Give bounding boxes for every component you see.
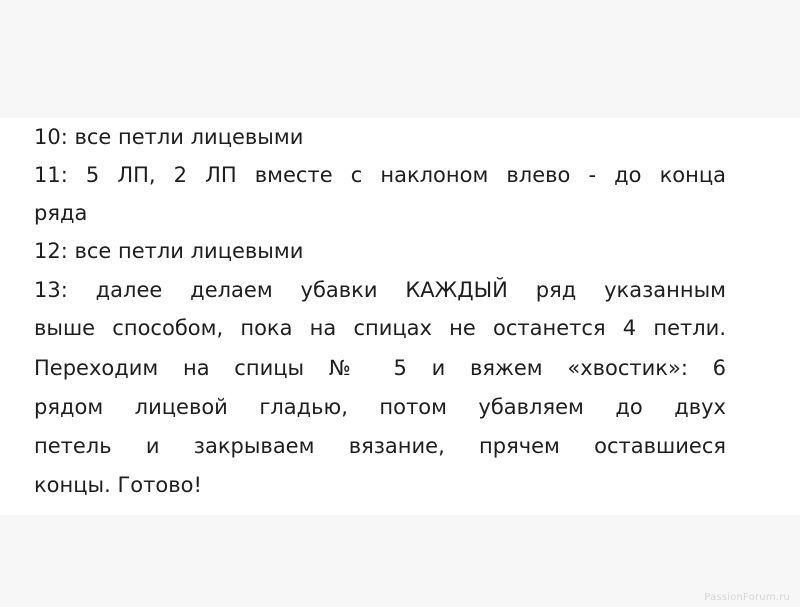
text-line-row-13: 13: далее делаем убавки КАЖДЫЙ ряд указанным	[34, 278, 726, 302]
watermark: PassionForum.ru	[704, 592, 790, 603]
text-line-row-13-cont-4: петель и закрываем вязание, прячем оставшиеся	[34, 434, 726, 458]
text-line-row-13-cont-1: выше способом, пока на спицах не останется 4 петли.	[34, 316, 726, 340]
text-line-row-11: 11: 5 ЛП, 2 ЛП вместе с наклоном влево - до конца	[34, 163, 726, 187]
text-line-row-13-cont-5: концы. Готово!	[34, 473, 202, 497]
top-background	[0, 0, 800, 118]
text-panel	[0, 118, 800, 515]
bottom-background	[0, 515, 800, 607]
text-line-row-11-cont: ряда	[34, 201, 88, 225]
text-line-row-13-cont-2: Переходим на спицы № 5 и вяжем «хвостик»: 6	[34, 356, 726, 380]
text-line-row-10: 10: все петли лицевыми	[34, 125, 304, 149]
text-line-row-13-cont-3: рядом лицевой гладью, потом убавляем до двух	[34, 395, 726, 419]
text-line-row-12: 12: все петли лицевыми	[34, 239, 304, 263]
